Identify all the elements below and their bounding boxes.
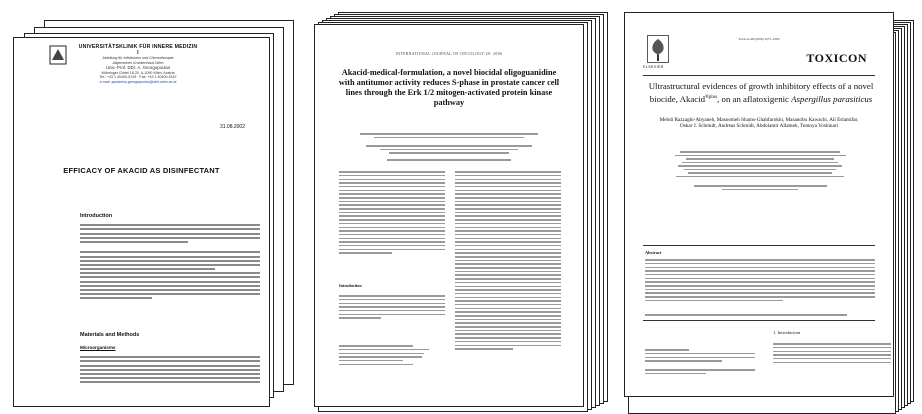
abstract-rule [643, 320, 875, 321]
email-line[interactable]: e-mail: apostolos.georgopoulos@akh-wien.ac.at [99, 79, 177, 84]
intro-column-right [773, 341, 891, 365]
author-list [345, 131, 553, 140]
document-page-efficacy[interactable] [13, 37, 270, 407]
address-line: Tel.: +43 1 40400-5139 · Fax: +43 1 40400-5167 [99, 75, 177, 79]
body-text-block [80, 354, 260, 386]
department-line: Allgemeines Krankenhaus Wien [112, 60, 164, 65]
document-title: EFFICACY OF AKACID AS DISINFECTANT [63, 166, 220, 175]
section-heading-methods: Materials and Methods [80, 332, 140, 338]
title-species: Aspergillus parasiticus [791, 93, 873, 104]
journal-name: TOXICON [806, 51, 867, 65]
document-stack-2 [300, 0, 620, 407]
head-name: Univ.-Prof. DDr. A. Georgopoulos [105, 65, 171, 70]
intro-column-left [339, 293, 445, 367]
footnote-block [645, 347, 755, 377]
article-title [647, 81, 875, 105]
university-name: UNIVERSITÄTSKLINIK FÜR INNERE MEDIZIN I [78, 44, 198, 56]
abstract-heading: Abstract [645, 250, 662, 255]
header-rule [643, 75, 875, 76]
author: Abdolamir Allameh [756, 123, 798, 130]
author: Oskar J. Schmidt [680, 123, 716, 130]
subsection-heading: Microorganisms [80, 345, 116, 350]
author: Ali Eslamifar [829, 117, 858, 123]
journal-header: INTERNATIONAL JOURNAL OF ONCOLOGY 29: 2006 [395, 52, 503, 56]
publisher-name: ELSEVIER [643, 65, 664, 69]
author: Masoomeh Shams-Ghahfarokhi [716, 117, 783, 123]
body-column-right [455, 169, 561, 352]
title-superscript: ®plus [705, 95, 718, 100]
article-title: Akacid-medical-formulation, a novel biocidal oligoguanidine with antitumor activity reduces S-phase in prostate cancer cell lines through the Erk 1/2 mitogen-activated protein kinase pathway [338, 68, 560, 107]
journal-reference: Toxicon 48 (2006) 1075–1082 [738, 37, 780, 41]
body-text-block [80, 222, 260, 302]
author: Mehdi Razzaghi-Abyaneh [659, 117, 715, 123]
section-heading-introduction: Introduction [339, 283, 362, 288]
elsevier-tree-logo-icon [647, 35, 669, 63]
title-part2: , on an aflatoxigenic [717, 93, 792, 104]
author: Masanobu Kawachi [785, 117, 827, 123]
affiliations [345, 143, 553, 156]
section-heading-introduction: Introduction [80, 213, 113, 219]
abstract-column-left [339, 169, 445, 256]
title-part1: Ultrastructural evidences of growth inhibitory effects of a novel biocide, Akacid [648, 81, 874, 104]
letterhead [78, 44, 198, 84]
author-list: Mehdi Razzaghi-Abyaneh, Masoomeh Shams-Ghahfarokhi, Masanobu Kawachi, Ali Eslamifar, Oskar J. Schmidt, Andreas Schmidt, Abdolamir Allameh, Tomoya Yoshinari [659, 117, 859, 130]
document-page-toxicon[interactable] [624, 12, 894, 397]
abstract-text [645, 257, 875, 303]
address-line: Währinger Gürtel 18-20, A-1090 Wien, Austria [101, 70, 175, 75]
abstract-rule [643, 245, 875, 246]
keywords-line [645, 312, 875, 318]
department-line: Abteilung für Infektionen und Chemotherapie [102, 56, 174, 60]
university-logo-icon [48, 44, 68, 66]
document-page-akacid-oncology[interactable] [314, 24, 584, 407]
received-dates [315, 159, 583, 161]
letter-date: 31.08.2002 [219, 124, 245, 130]
document-stack-1 [0, 0, 300, 407]
author: Tomoya Yoshinari [799, 123, 838, 130]
section-heading-introduction: 1. Introduction [773, 330, 801, 335]
author: Andreas Schmidt [717, 123, 754, 130]
affiliations [665, 149, 855, 192]
document-stack-3 [610, 0, 922, 407]
